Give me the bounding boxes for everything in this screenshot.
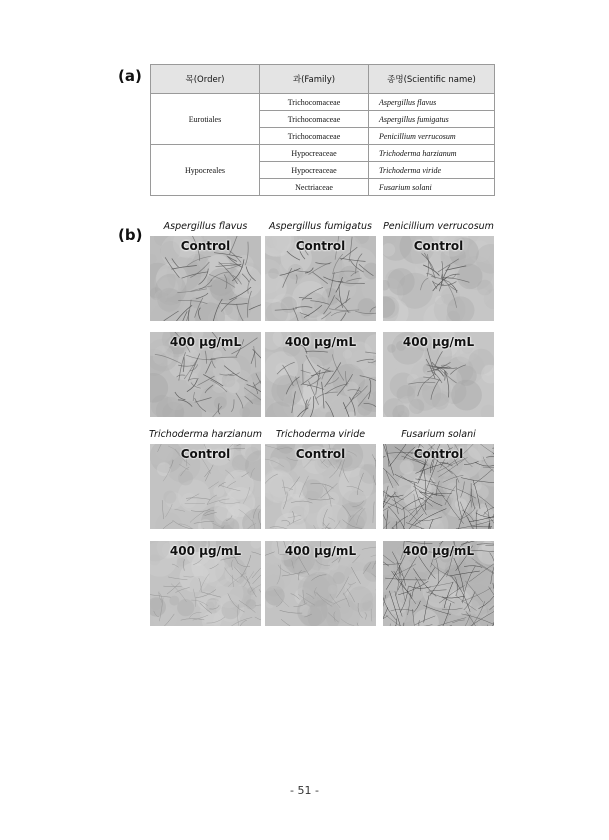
species-title: Aspergillus fumigatus	[269, 221, 372, 232]
concentration-label: 400 μg/mL	[402, 335, 475, 349]
species-title: Penicillium verrucosum	[383, 221, 494, 232]
table-row	[151, 145, 495, 162]
species-title: Trichoderma harzianum	[148, 429, 263, 440]
species-title: Trichoderma viride	[275, 429, 366, 440]
control-micrograph	[150, 444, 261, 529]
species-cell: Aspergillus fumigatus	[369, 111, 495, 128]
table-row	[151, 94, 495, 111]
family-cell: Hypocreaceae	[260, 145, 369, 162]
control-micrograph	[265, 236, 376, 321]
concentration-label: 400 μg/mL	[284, 335, 357, 349]
species-title: Fusarium solani	[401, 429, 476, 440]
concentration-label: 400 μg/mL	[402, 544, 475, 558]
species-cell: Trichoderma viride	[369, 162, 495, 179]
concentration-label: 400 μg/mL	[169, 335, 242, 349]
order-cell: Eurotiales	[151, 94, 260, 145]
control-label: Control	[295, 447, 346, 461]
concentration-label: 400 μg/mL	[169, 544, 242, 558]
family-cell: Nectriaceae	[260, 179, 369, 196]
control-label: Control	[180, 447, 231, 461]
treated-micrograph	[150, 332, 261, 417]
control-micrograph	[383, 444, 494, 529]
species-cell: Fusarium solani	[369, 179, 495, 196]
concentration-label: 400 μg/mL	[284, 544, 357, 558]
species-cell: Aspergillus flavus	[369, 94, 495, 111]
header-family: 과(Family)	[260, 65, 369, 94]
control-label: Control	[180, 239, 231, 253]
treated-micrograph	[150, 541, 261, 626]
page-number: - 51 -	[290, 784, 319, 797]
treated-micrograph	[265, 332, 376, 417]
treated-micrograph	[265, 541, 376, 626]
header-scientific-name: 종명(Scientific name)	[369, 65, 495, 94]
control-label: Control	[413, 239, 464, 253]
treated-micrograph	[383, 332, 494, 417]
family-cell: Trichocomaceae	[260, 128, 369, 145]
section-b-label: (b)	[118, 226, 143, 244]
control-label: Control	[295, 239, 346, 253]
family-cell: Trichocomaceae	[260, 111, 369, 128]
table-header-row	[151, 65, 495, 94]
order-cell: Hypocreales	[151, 145, 260, 196]
family-cell: Hypocreaceae	[260, 162, 369, 179]
species-cell: Trichoderma harzianum	[369, 145, 495, 162]
family-cell: Trichocomaceae	[260, 94, 369, 111]
taxonomy-table	[150, 64, 495, 196]
treated-micrograph	[383, 541, 494, 626]
header-order: 목(Order)	[151, 65, 260, 94]
control-micrograph	[265, 444, 376, 529]
control-micrograph	[383, 236, 494, 321]
section-a-label: (a)	[118, 67, 142, 85]
control-micrograph	[150, 236, 261, 321]
species-cell: Penicillium verrucosum	[369, 128, 495, 145]
species-title: Aspergillus flavus	[163, 221, 248, 232]
control-label: Control	[413, 447, 464, 461]
